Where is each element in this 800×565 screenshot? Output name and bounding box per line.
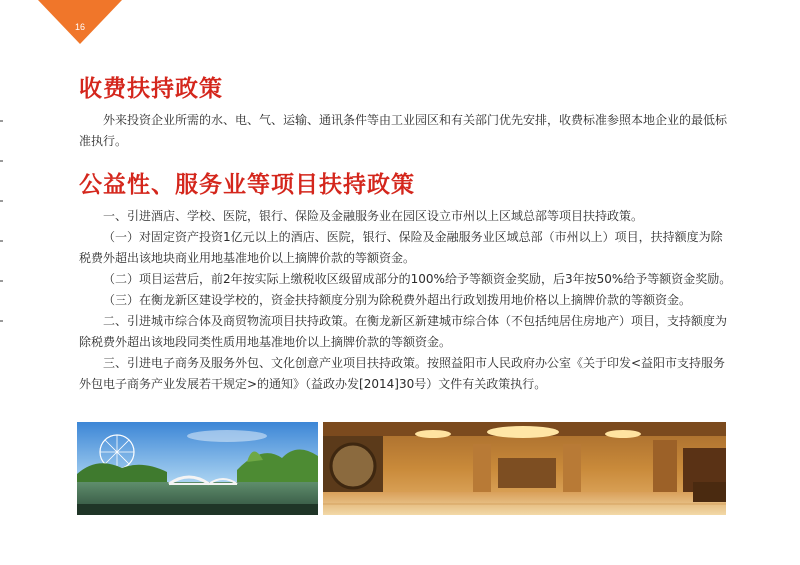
paragraph: 二、引进城市综合体及商贸物流项目扶持政策。在衡龙新区新建城市综合体（不包括纯居住房地产）项目，支持额度为除税费外超出该地段同类性质用地基准地价以上摘牌价款的等额资金。 — [79, 314, 728, 349]
paragraph: 一、引进酒店、学校、医院，银行、保险及金融服务业在园区设立市州以上区域总部等项目扶持政策。 — [103, 209, 644, 223]
page-number: 16 — [74, 22, 85, 32]
paragraph: 三、引进电子商务及服务外包、文化创意产业项目扶持政策。按照益阳市人民政府办公室《关于印发<益阳市支持服务外包电子商务产业发展若干规定>的通知》（益政办发[2014]30号）文件有关政策执行。 — [79, 356, 726, 391]
paragraph: （一）对固定资产投资1亿元以上的酒店、医院，银行、保险及金融服务业区域总部（市州以上）项目，扶持额度为除税费外超出该地块商业用地基准地价以上摘牌价款的等额资金。 — [79, 230, 723, 265]
section-heading-public-service-policy: 公益性、服务业等项目扶持政策 — [79, 172, 415, 198]
paragraph: （三）在衡龙新区建设学校的，资金扶持额度分别为除税费外超出行政划拨用地价格以上摘牌价款的等额资金。 — [103, 293, 692, 307]
edge-mark — [0, 160, 3, 162]
paragraph: （二）项目运营后，前2年按实际上缴税收区级留成部分的100%给予等额资金奖励，后3年按50%给予等额资金奖励。 — [103, 272, 732, 286]
section-body-fee-policy — [79, 110, 734, 152]
hotel-lobby-photo — [323, 422, 726, 515]
section-heading-fee-policy: 收费扶持政策 — [79, 76, 223, 102]
section-body-public-service-policy — [79, 206, 734, 395]
park-lake-photo — [77, 422, 318, 515]
edge-mark — [0, 280, 3, 282]
paragraph: 外来投资企业所需的水、电、气、运输、通讯条件等由工业园区和有关部门优先安排，收费标准参照本地企业的最低标准执行。 — [79, 113, 728, 148]
edge-mark — [0, 120, 3, 122]
edge-mark — [0, 320, 3, 322]
edge-mark — [0, 200, 3, 202]
edge-mark — [0, 240, 3, 242]
